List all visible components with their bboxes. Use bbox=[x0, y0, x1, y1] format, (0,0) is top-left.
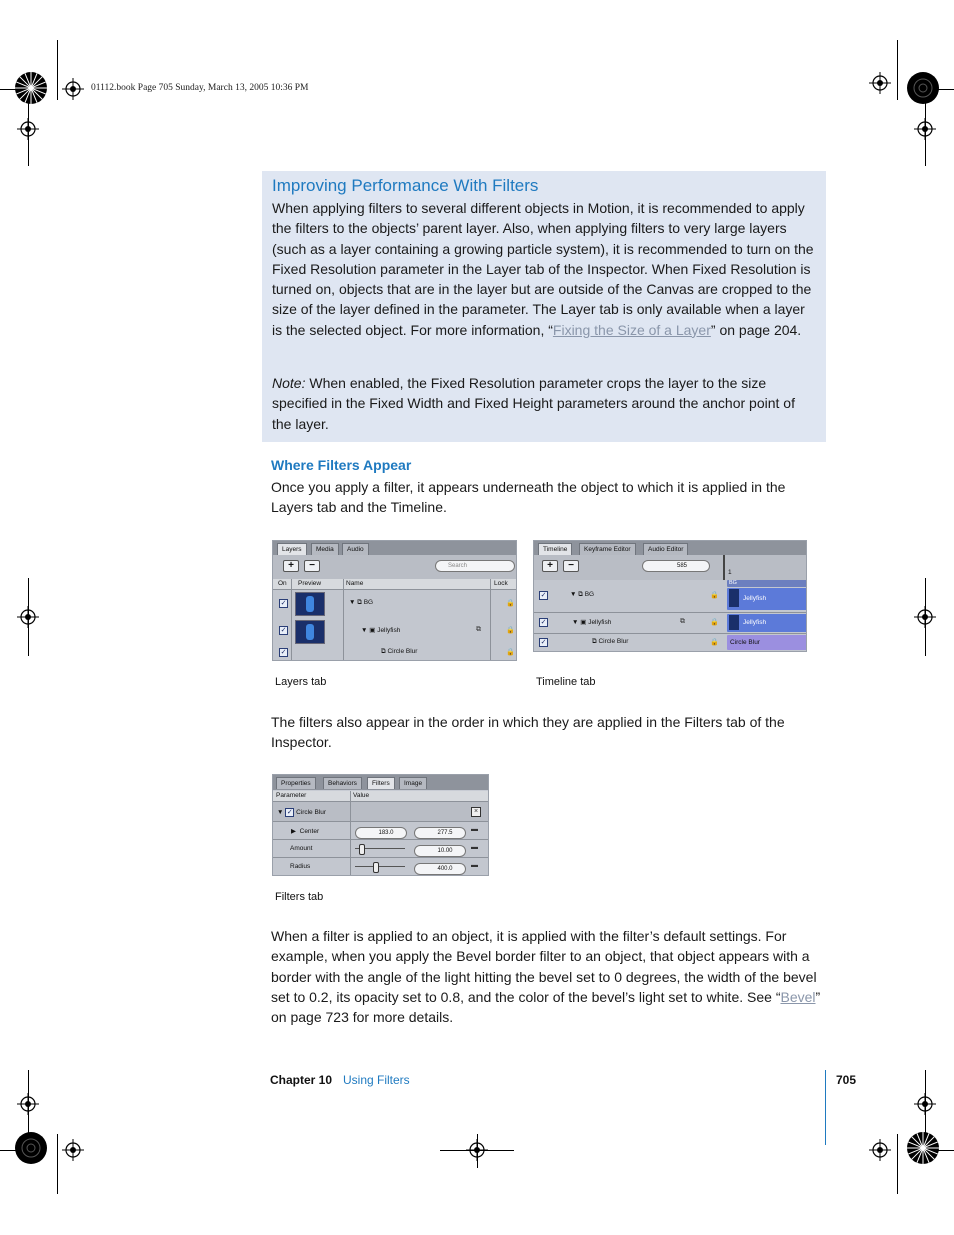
tab-audio-editor[interactable]: Audio Editor bbox=[643, 543, 688, 555]
param-name: Radius bbox=[290, 863, 311, 870]
column-divider bbox=[350, 791, 351, 875]
track-row-circle-blur[interactable] bbox=[534, 634, 806, 651]
note-text: When enabled, the Fixed Resolution parameter crops the layer to the size specified in the Fixed Width and Fixed Height parameters around the anchor point of the layer. bbox=[272, 375, 795, 432]
registration-mark-icon bbox=[914, 118, 936, 140]
lock-icon[interactable]: 🔒 bbox=[710, 639, 719, 646]
tab-properties[interactable]: Properties bbox=[276, 777, 316, 789]
footer-rule bbox=[825, 1070, 826, 1145]
frame-field[interactable]: 585 bbox=[642, 560, 710, 572]
body-text: ” on page 723 for more details. bbox=[271, 988, 821, 1026]
fixing-size-link[interactable]: Fixing the Size of a Layer bbox=[552, 321, 711, 338]
enable-checkbox[interactable]: ✓ bbox=[540, 592, 547, 599]
enable-checkbox[interactable]: ✓ bbox=[280, 627, 287, 634]
enable-checkbox[interactable]: ✓ bbox=[540, 619, 547, 626]
reset-icon[interactable]: ▬ bbox=[471, 826, 478, 833]
lock-icon[interactable]: 🔒 bbox=[710, 619, 719, 626]
tab-audio[interactable]: Audio bbox=[342, 543, 369, 555]
registration-mark-icon bbox=[869, 72, 891, 94]
crop-line bbox=[897, 40, 898, 100]
registration-mark-icon bbox=[17, 1093, 39, 1115]
crop-line bbox=[57, 40, 58, 100]
timeline-panel-screenshot bbox=[533, 540, 807, 652]
param-row-amount bbox=[273, 840, 488, 858]
tab-behaviors[interactable]: Behaviors bbox=[323, 777, 362, 789]
column-name: Name bbox=[346, 580, 364, 587]
registration-mark-icon bbox=[17, 118, 39, 140]
file-info: 01112.book Page 705 Sunday, March 13, 2005 10:36 PM bbox=[91, 83, 309, 93]
clip-bar[interactable]: Jellyfish bbox=[727, 588, 807, 610]
remove-layer-button[interactable]: − bbox=[304, 560, 320, 572]
star-target-icon bbox=[906, 1131, 940, 1165]
preview-thumbnail bbox=[295, 592, 325, 616]
layer-row-circle-blur[interactable] bbox=[273, 645, 516, 660]
registration-mark-icon bbox=[62, 1139, 84, 1161]
track-name: ▼ ▣ Jellyfish bbox=[572, 619, 612, 626]
filter-icon: ⧉ bbox=[680, 618, 685, 625]
param-name: ▶ Center bbox=[291, 828, 320, 835]
layer-name: ▼ ⧉ BG bbox=[349, 599, 374, 606]
column-divider bbox=[490, 579, 491, 660]
search-input[interactable]: Search bbox=[435, 560, 515, 572]
add-layer-button[interactable]: + bbox=[283, 560, 299, 572]
track-row-jellyfish[interactable] bbox=[534, 613, 806, 634]
star-target-icon bbox=[14, 71, 48, 105]
registration-mark-icon bbox=[914, 606, 936, 628]
group-bar[interactable]: BG bbox=[727, 580, 807, 587]
lock-icon[interactable]: 🔒 bbox=[506, 600, 515, 607]
column-value: Value bbox=[353, 792, 370, 799]
lock-icon[interactable]: 🔒 bbox=[710, 592, 719, 599]
filter-bar[interactable]: Circle Blur bbox=[727, 635, 807, 650]
track-name: ⧉ Circle Blur bbox=[592, 638, 629, 645]
column-on: On bbox=[278, 580, 287, 587]
filter-icon: ⧉ bbox=[476, 626, 481, 633]
column-divider bbox=[343, 579, 344, 660]
reset-icon[interactable]: ▬ bbox=[471, 862, 478, 869]
registration-mark-icon bbox=[869, 1139, 891, 1161]
tab-keyframe-editor[interactable]: Keyframe Editor bbox=[579, 543, 636, 555]
callout-title: Improving Performance With Filters bbox=[272, 176, 539, 195]
registration-mark-icon bbox=[17, 606, 39, 628]
layers-panel-screenshot bbox=[272, 540, 517, 661]
filter-name: ▼ ✓ Circle Blur bbox=[277, 809, 327, 816]
bevel-link[interactable]: Bevel bbox=[780, 988, 816, 1005]
column-lock: Lock bbox=[494, 580, 508, 587]
tab-image[interactable]: Image bbox=[399, 777, 427, 789]
tab-timeline[interactable]: Timeline bbox=[538, 543, 572, 555]
remove-filter-icon[interactable]: × bbox=[471, 807, 481, 817]
crop-line bbox=[897, 1134, 898, 1194]
registration-mark-icon bbox=[914, 1093, 936, 1115]
column-preview: Preview bbox=[298, 580, 322, 587]
layers-tab-caption: Layers tab bbox=[275, 676, 327, 688]
tab-layers[interactable]: Layers bbox=[277, 543, 307, 555]
callout-text: ” on page 204. bbox=[710, 321, 802, 338]
track-row-bg[interactable] bbox=[534, 580, 806, 613]
toolbar bbox=[273, 555, 516, 580]
page-number: 705 bbox=[836, 1073, 857, 1087]
param-row-radius bbox=[273, 858, 488, 875]
star-target-icon bbox=[14, 1131, 48, 1165]
param-name: Amount bbox=[290, 845, 313, 852]
slider-thumb[interactable] bbox=[359, 844, 365, 855]
radius-field[interactable]: 400.0 bbox=[414, 863, 466, 875]
timeline-tab-caption: Timeline tab bbox=[536, 676, 596, 688]
filter-header-row[interactable] bbox=[273, 802, 488, 822]
callout-paragraph bbox=[272, 198, 817, 340]
footer-chapter-title[interactable]: Using Filters bbox=[343, 1073, 410, 1087]
amount-field[interactable]: 10.00 bbox=[414, 845, 466, 857]
tab-bar bbox=[534, 541, 806, 555]
center-x-field[interactable]: 183.0 bbox=[355, 827, 407, 839]
center-y-field[interactable]: 277.5 bbox=[414, 827, 466, 839]
column-header bbox=[273, 791, 488, 802]
layer-row-jellyfish[interactable] bbox=[273, 617, 516, 646]
column-parameter: Parameter bbox=[276, 792, 307, 799]
param-row-center bbox=[273, 822, 488, 840]
enable-checkbox[interactable]: ✓ bbox=[280, 600, 287, 607]
layer-name: ⧉ Circle Blur bbox=[381, 648, 418, 655]
toolbar bbox=[534, 555, 806, 581]
callout-note bbox=[272, 373, 817, 434]
enable-checkbox[interactable]: ✓ bbox=[540, 639, 547, 646]
lock-icon[interactable]: 🔒 bbox=[506, 649, 515, 656]
star-target-icon bbox=[906, 71, 940, 105]
reset-icon[interactable]: ▬ bbox=[471, 844, 478, 851]
filters-order-paragraph: The filters also appear in the order in which they are applied in the Filters tab of the Inspector. bbox=[271, 714, 785, 751]
column-divider bbox=[291, 579, 292, 660]
ruler-label: 1 bbox=[728, 569, 732, 576]
slider-thumb[interactable] bbox=[373, 862, 379, 873]
radius-slider[interactable] bbox=[355, 866, 405, 867]
add-track-button[interactable]: + bbox=[542, 560, 558, 572]
crop-line bbox=[57, 1134, 58, 1194]
tab-bar bbox=[273, 541, 516, 555]
tab-bar bbox=[273, 775, 488, 790]
filter-enable-checkbox[interactable]: ✓ bbox=[286, 809, 293, 816]
registration-mark-icon bbox=[466, 1139, 488, 1161]
track-name: ▼ ⧉ BG bbox=[570, 591, 595, 598]
note-label: Note: bbox=[272, 375, 306, 391]
layer-row-bg[interactable] bbox=[273, 590, 516, 618]
tab-filters[interactable]: Filters bbox=[367, 777, 395, 789]
bevel-paragraph bbox=[271, 926, 821, 1027]
section-heading: Where Filters Appear bbox=[271, 457, 412, 473]
callout-text: When applying filters to several different objects in Motion, it is recommended to apply the filters to the objects’ parent layer. Also, when applying filters to very large layers (such as a layer containing a growing particle system), it is recommended to turn on the Fixed Resolution parameter in the Layer tab of the Inspector. When Fixed Resolution is turned on, objects that are in the layer but are outside of the Canvas are cropped to the size of the layer defined in the parameter. The Layer tab is only available when a layer is the selected object. For more information, “ bbox=[272, 200, 814, 338]
lock-icon[interactable]: 🔒 bbox=[506, 627, 515, 634]
filters-panel-screenshot bbox=[272, 774, 489, 876]
tab-media[interactable]: Media bbox=[311, 543, 339, 555]
preview-thumbnail bbox=[295, 620, 325, 644]
clip-bar[interactable]: Jellyfish bbox=[727, 614, 807, 632]
remove-track-button[interactable]: − bbox=[563, 560, 579, 572]
enable-checkbox[interactable]: ✓ bbox=[280, 649, 287, 656]
section-intro: Once you apply a filter, it appears underneath the object to which it is applied in the Layers tab and the Timeline. bbox=[271, 479, 786, 516]
column-header bbox=[273, 579, 516, 590]
layer-name: ▼ ▣ Jellyfish bbox=[361, 627, 401, 634]
registration-mark-icon bbox=[62, 78, 84, 100]
footer-chapter: Chapter 10 bbox=[270, 1073, 333, 1087]
filters-tab-caption: Filters tab bbox=[275, 891, 324, 903]
body-text: When a filter is applied to an object, it is applied with the filter’s default settings. For example, when you apply the Bevel border filter to an object, that object appears with a border with the angle of the light hitting the bevel set to 0 degrees, the width of the bevel set to 0.2, its opacity set to 0.8, and the color of the bevel’s light set to white. See “ bbox=[271, 928, 817, 1005]
